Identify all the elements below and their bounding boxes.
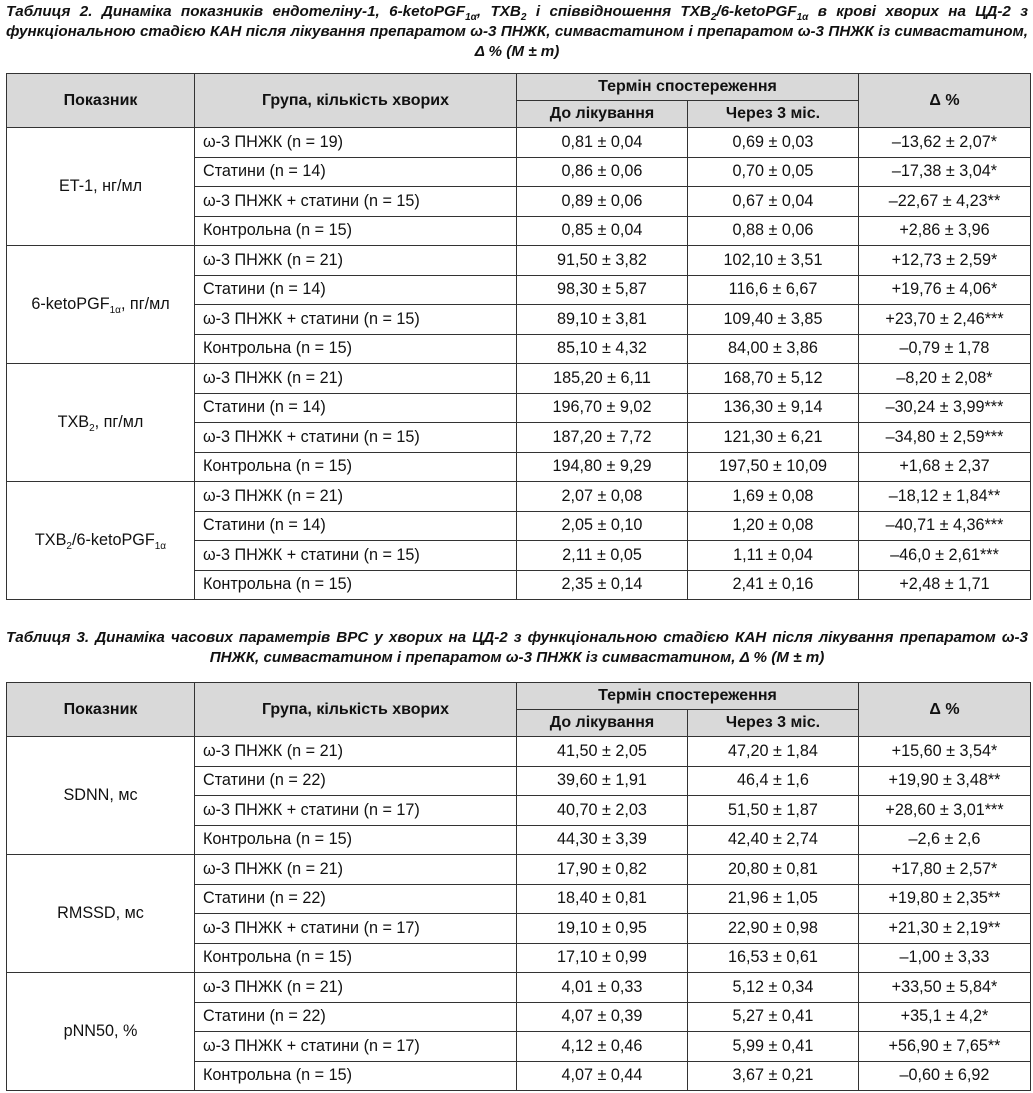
group-cell: ω-3 ПНЖК + статини (n = 17) [195,796,517,826]
group-cell: ω-3 ПНЖК (n = 21) [195,973,517,1003]
header-after: Через 3 міс. [688,101,859,128]
after-cell: 1,11 ± 0,04 [688,541,859,571]
delta-cell: +56,90 ± 7,65** [859,1032,1031,1062]
table-row [7,737,1031,767]
table2-caption-part: і співвідношення TXB [526,3,711,20]
table3-caption [6,628,1028,668]
group-cell: ω-3 ПНЖК (n = 21) [195,737,517,767]
indicator-subscript: 1α [109,305,121,317]
table3-caption-part: Таблиця 3. Динаміка часових параметрів ВРС у хворих на ЦД-2 з функціональною стадією КАН після лікування препаратом ω-3 ПНЖК, симвастатином і препаратом ω-3 ПНЖК із симвастатином, Δ % (M ± m) [6,629,1028,666]
indicator-cell [7,855,195,973]
delta-cell: –1,00 ± 3,33 [859,943,1031,973]
before-cell: 44,30 ± 3,39 [517,825,688,855]
table2-caption-subscript: 1α [465,12,477,24]
indicator-cell [7,482,195,600]
table-row [7,855,1031,885]
group-cell: Контрольна (n = 15) [195,825,517,855]
group-cell: ω-3 ПНЖК + статини (n = 15) [195,423,517,453]
table2-caption-subscript: 2 [520,12,527,24]
delta-cell: +19,80 ± 2,35** [859,884,1031,914]
after-cell: 121,30 ± 6,21 [688,423,859,453]
delta-cell: +12,73 ± 2,59* [859,246,1031,276]
indicator-name: RMSSD, мс [57,904,144,922]
delta-cell: +33,50 ± 5,84* [859,973,1031,1003]
after-cell: 84,00 ± 3,86 [688,334,859,364]
table-row [7,973,1031,1003]
group-cell: Контрольна (n = 15) [195,334,517,364]
indicator-name: pNN50, % [63,1022,138,1040]
indicator-unit: , пг/мл [94,413,144,431]
before-cell: 0,89 ± 0,06 [517,187,688,217]
before-cell: 98,30 ± 5,87 [517,275,688,305]
after-cell: 0,88 ± 0,06 [688,216,859,246]
after-cell: 51,50 ± 1,87 [688,796,859,826]
after-cell: 5,12 ± 0,34 [688,973,859,1003]
indicator-cell [7,737,195,855]
before-cell: 2,07 ± 0,08 [517,482,688,512]
header-period: Термін спостереження [517,683,859,710]
header-after: Через 3 міс. [688,710,859,737]
delta-cell: +2,48 ± 1,71 [859,570,1031,600]
indicator-cell [7,973,195,1091]
before-cell: 4,01 ± 0,33 [517,973,688,1003]
before-cell: 4,07 ± 0,44 [517,1061,688,1091]
delta-cell: +19,76 ± 4,06* [859,275,1031,305]
after-cell: 1,69 ± 0,08 [688,482,859,512]
after-cell: 1,20 ± 0,08 [688,511,859,541]
after-cell: 2,41 ± 0,16 [688,570,859,600]
group-cell: Контрольна (n = 15) [195,570,517,600]
after-cell: 136,30 ± 9,14 [688,393,859,423]
delta-cell: +17,80 ± 2,57* [859,855,1031,885]
group-cell: ω-3 ПНЖК + статини (n = 17) [195,1032,517,1062]
indicator-unit: /6-ketoPGF [71,531,155,549]
delta-cell: –0,60 ± 6,92 [859,1061,1031,1091]
after-cell: 16,53 ± 0,61 [688,943,859,973]
before-cell: 17,90 ± 0,82 [517,855,688,885]
after-cell: 3,67 ± 0,21 [688,1061,859,1091]
header-indicator: Показник [7,74,195,128]
after-cell: 22,90 ± 0,98 [688,914,859,944]
group-cell: ω-3 ПНЖК (n = 21) [195,364,517,394]
indicator-name: TXB [57,413,90,431]
table2-caption-part: /6-ketoPGF [716,3,797,20]
before-cell: 4,07 ± 0,39 [517,1002,688,1032]
group-cell: ω-3 ПНЖК (n = 21) [195,855,517,885]
after-cell: 116,6 ± 6,67 [688,275,859,305]
delta-cell: –18,12 ± 1,84** [859,482,1031,512]
table2 [6,73,1031,600]
group-cell: ω-3 ПНЖК (n = 19) [195,128,517,158]
after-cell: 21,96 ± 1,05 [688,884,859,914]
before-cell: 2,11 ± 0,05 [517,541,688,571]
before-cell: 85,10 ± 4,32 [517,334,688,364]
before-cell: 0,86 ± 0,06 [517,157,688,187]
before-cell: 91,50 ± 3,82 [517,246,688,276]
before-cell: 41,50 ± 2,05 [517,737,688,767]
delta-cell: +35,1 ± 4,2* [859,1002,1031,1032]
delta-cell: –17,38 ± 3,04* [859,157,1031,187]
before-cell: 18,40 ± 0,81 [517,884,688,914]
group-cell: ω-3 ПНЖК + статини (n = 15) [195,187,517,217]
delta-cell: +15,60 ± 3,54* [859,737,1031,767]
group-cell: ω-3 ПНЖК + статини (n = 17) [195,914,517,944]
indicator-name: SDNN, мс [63,786,138,804]
group-cell: Статини (n = 14) [195,157,517,187]
group-cell: ω-3 ПНЖК + статини (n = 15) [195,541,517,571]
after-cell: 0,67 ± 0,04 [688,187,859,217]
delta-cell: +28,60 ± 3,01*** [859,796,1031,826]
before-cell: 0,81 ± 0,04 [517,128,688,158]
table2-header [7,74,1031,128]
delta-cell: –40,71 ± 4,36*** [859,511,1031,541]
after-cell: 5,99 ± 0,41 [688,1032,859,1062]
before-cell: 40,70 ± 2,03 [517,796,688,826]
indicator-subscript: 2 [89,423,95,435]
group-cell: ω-3 ПНЖК + статини (n = 15) [195,305,517,335]
group-cell: Статини (n = 22) [195,1002,517,1032]
table3-body [7,737,1031,1091]
table2-caption-part: , TXB [476,3,521,20]
after-cell: 197,50 ± 10,09 [688,452,859,482]
table2-caption-part: в крові хворих на ЦД-2 з функціональною стадією КАН після лікування препаратом ω-3 ПНЖК, симвастатином і препаратом ω-3 ПНЖК із симвастатином, Δ % (M ± m) [6,3,1028,60]
before-cell: 187,20 ± 7,72 [517,423,688,453]
after-cell: 46,4 ± 1,6 [688,766,859,796]
before-cell: 194,80 ± 9,29 [517,452,688,482]
after-cell: 102,10 ± 3,51 [688,246,859,276]
header-delta: Δ % [859,683,1031,737]
before-cell: 89,10 ± 3,81 [517,305,688,335]
indicator-name: 6-ketoPGF [31,295,110,313]
indicator-unit: , пг/мл [120,295,170,313]
table3 [6,682,1031,1091]
indicator-cell [7,364,195,482]
indicator-subscript: 2 [66,541,72,553]
after-cell: 5,27 ± 0,41 [688,1002,859,1032]
delta-cell: +23,70 ± 2,46*** [859,305,1031,335]
after-cell: 0,69 ± 0,03 [688,128,859,158]
after-cell: 47,20 ± 1,84 [688,737,859,767]
indicator-name: TXB [34,531,67,549]
table-row [7,364,1031,394]
group-cell: ω-3 ПНЖК (n = 21) [195,482,517,512]
group-cell: Статини (n = 14) [195,511,517,541]
indicator-name: ET-1, нг/мл [58,177,143,195]
group-cell: Контрольна (n = 15) [195,452,517,482]
before-cell: 19,10 ± 0,95 [517,914,688,944]
group-cell: ω-3 ПНЖК (n = 21) [195,246,517,276]
header-before: До лікування [517,101,688,128]
group-cell: Статини (n = 22) [195,884,517,914]
after-cell: 0,70 ± 0,05 [688,157,859,187]
group-cell: Статини (n = 22) [195,766,517,796]
table2-caption-subscript: 1α [796,12,809,24]
before-cell: 185,20 ± 6,11 [517,364,688,394]
after-cell: 168,70 ± 5,12 [688,364,859,394]
indicator-subscript: 1α [154,541,167,553]
delta-cell: –8,20 ± 2,08* [859,364,1031,394]
before-cell: 4,12 ± 0,46 [517,1032,688,1062]
before-cell: 196,70 ± 9,02 [517,393,688,423]
indicator-cell [7,246,195,364]
header-period: Термін спостереження [517,74,859,101]
header-indicator: Показник [7,683,195,737]
delta-cell: +2,86 ± 3,96 [859,216,1031,246]
delta-cell: +19,90 ± 3,48** [859,766,1031,796]
table-row [7,482,1031,512]
header-before: До лікування [517,710,688,737]
delta-cell: +1,68 ± 2,37 [859,452,1031,482]
header-group: Група, кількість хворих [195,74,517,128]
delta-cell: +21,30 ± 2,19** [859,914,1031,944]
after-cell: 109,40 ± 3,85 [688,305,859,335]
before-cell: 0,85 ± 0,04 [517,216,688,246]
before-cell: 2,05 ± 0,10 [517,511,688,541]
group-cell: Контрольна (n = 15) [195,943,517,973]
after-cell: 42,40 ± 2,74 [688,825,859,855]
group-cell: Статини (n = 14) [195,393,517,423]
after-cell: 20,80 ± 0,81 [688,855,859,885]
delta-cell: –22,67 ± 4,23** [859,187,1031,217]
delta-cell: –2,6 ± 2,6 [859,825,1031,855]
indicator-cell [7,128,195,246]
table2-caption-part: Таблиця 2. Динаміка показників ендотеліну-1, 6-ketoPGF [6,3,466,20]
group-cell: Статини (n = 14) [195,275,517,305]
delta-cell: –0,79 ± 1,78 [859,334,1031,364]
delta-cell: –30,24 ± 3,99*** [859,393,1031,423]
table2-caption [6,2,1028,62]
delta-cell: –34,80 ± 2,59*** [859,423,1031,453]
before-cell: 17,10 ± 0,99 [517,943,688,973]
group-cell: Контрольна (n = 15) [195,1061,517,1091]
table-row [7,128,1031,158]
delta-cell: –13,62 ± 2,07* [859,128,1031,158]
table3-header [7,683,1031,737]
header-delta: Δ % [859,74,1031,128]
before-cell: 2,35 ± 0,14 [517,570,688,600]
delta-cell: –46,0 ± 2,61*** [859,541,1031,571]
before-cell: 39,60 ± 1,91 [517,766,688,796]
group-cell: Контрольна (n = 15) [195,216,517,246]
header-group: Група, кількість хворих [195,683,517,737]
table2-body [7,128,1031,600]
table2-caption-subscript: 2 [710,12,717,24]
table-row [7,246,1031,276]
